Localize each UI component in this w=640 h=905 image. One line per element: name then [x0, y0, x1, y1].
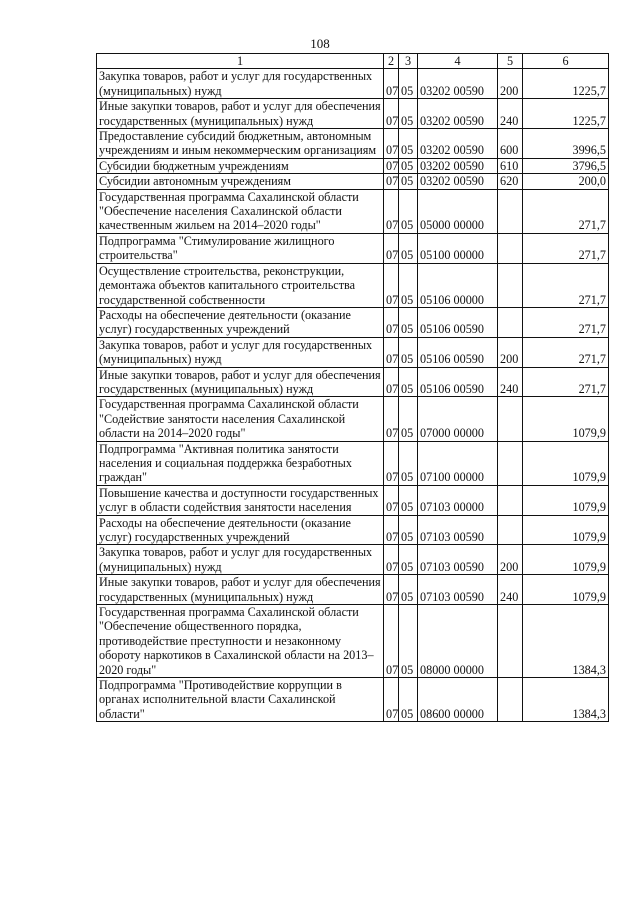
row-expense-type: 240	[498, 575, 523, 605]
row-name: Закупка товаров, работ и услуг для государственных (муниципальных) нужд	[97, 545, 384, 575]
row-target-code: 07103 00000	[418, 485, 498, 515]
row-name: Осуществление строительства, реконструкции, демонтажа объектов капитального строительства государственной собственности	[97, 263, 384, 307]
row-amount: 1079,9	[523, 545, 609, 575]
row-target-code: 05000 00000	[418, 189, 498, 233]
row-subsection: 05	[399, 605, 418, 678]
page-number: 108	[310, 36, 330, 51]
row-section: 07	[384, 158, 399, 173]
row-expense-type: 200	[498, 337, 523, 367]
row-subsection: 05	[399, 575, 418, 605]
table-body	[97, 69, 609, 722]
row-subsection: 05	[399, 233, 418, 263]
row-section: 07	[384, 485, 399, 515]
table-row	[97, 233, 609, 263]
row-name: Подпрограмма "Противодействие коррупции в органах исполнительной власти Сахалинской области"	[97, 678, 384, 722]
table-header-row	[97, 54, 609, 69]
row-target-code: 07000 00000	[418, 397, 498, 441]
row-target-code: 05106 00590	[418, 307, 498, 337]
row-subsection: 05	[399, 158, 418, 173]
row-subsection: 05	[399, 545, 418, 575]
row-amount: 271,7	[523, 367, 609, 397]
row-name: Иные закупки товаров, работ и услуг для обеспечения государственных (муниципальных) нужд	[97, 99, 384, 129]
row-target-code: 07103 00590	[418, 545, 498, 575]
row-expense-type	[498, 678, 523, 722]
row-amount: 3996,5	[523, 129, 609, 159]
row-name: Субсидии автономным учреждениям	[97, 174, 384, 189]
row-target-code: 05100 00000	[418, 233, 498, 263]
row-expense-type	[498, 263, 523, 307]
row-subsection: 05	[399, 337, 418, 367]
row-subsection: 05	[399, 367, 418, 397]
row-amount: 1225,7	[523, 99, 609, 129]
table-row	[97, 174, 609, 189]
row-name: Государственная программа Сахалинской области "Обеспечение населения Сахалинской области качественным жильем на 2014–2020 годы"	[97, 189, 384, 233]
row-target-code: 03202 00590	[418, 158, 498, 173]
row-target-code: 03202 00590	[418, 99, 498, 129]
row-target-code: 07103 00590	[418, 575, 498, 605]
row-expense-type	[498, 189, 523, 233]
row-subsection: 05	[399, 485, 418, 515]
row-name: Закупка товаров, работ и услуг для государственных (муниципальных) нужд	[97, 337, 384, 367]
row-expense-type: 600	[498, 129, 523, 159]
row-target-code: 03202 00590	[418, 174, 498, 189]
table-row	[97, 678, 609, 722]
row-expense-type	[498, 307, 523, 337]
row-name: Иные закупки товаров, работ и услуг для обеспечения государственных (муниципальных) нужд	[97, 367, 384, 397]
table-row	[97, 129, 609, 159]
budget-table	[96, 53, 609, 722]
row-amount: 1079,9	[523, 575, 609, 605]
row-section: 07	[384, 174, 399, 189]
row-amount: 271,7	[523, 233, 609, 263]
row-subsection: 05	[399, 174, 418, 189]
table-row	[97, 605, 609, 678]
table-row	[97, 515, 609, 545]
table-row	[97, 307, 609, 337]
table-row	[97, 575, 609, 605]
row-expense-type: 200	[498, 545, 523, 575]
row-expense-type	[498, 397, 523, 441]
row-amount: 1225,7	[523, 69, 609, 99]
row-section: 07	[384, 307, 399, 337]
row-subsection: 05	[399, 263, 418, 307]
row-target-code: 03202 00590	[418, 69, 498, 99]
table-row	[97, 189, 609, 233]
table-row	[97, 545, 609, 575]
row-target-code: 05106 00590	[418, 367, 498, 397]
row-target-code: 07103 00590	[418, 515, 498, 545]
table-row	[97, 263, 609, 307]
row-section: 07	[384, 367, 399, 397]
row-section: 07	[384, 678, 399, 722]
row-name: Расходы на обеспечение деятельности (оказание услуг) государственных учреждений	[97, 515, 384, 545]
table-row	[97, 99, 609, 129]
row-section: 07	[384, 189, 399, 233]
column-header: 4	[418, 54, 498, 69]
row-section: 07	[384, 129, 399, 159]
row-subsection: 05	[399, 515, 418, 545]
row-subsection: 05	[399, 99, 418, 129]
row-expense-type	[498, 515, 523, 545]
row-expense-type: 620	[498, 174, 523, 189]
row-section: 07	[384, 233, 399, 263]
row-section: 07	[384, 99, 399, 129]
row-subsection: 05	[399, 678, 418, 722]
table-row	[97, 397, 609, 441]
row-target-code: 08600 00000	[418, 678, 498, 722]
row-name: Повышение качества и доступности государственных услуг в области содействия занятости населения	[97, 485, 384, 515]
row-subsection: 05	[399, 307, 418, 337]
row-expense-type: 240	[498, 99, 523, 129]
row-name: Расходы на обеспечение деятельности (оказание услуг) государственных учреждений	[97, 307, 384, 337]
row-section: 07	[384, 575, 399, 605]
column-header: 3	[399, 54, 418, 69]
row-target-code: 07100 00000	[418, 441, 498, 485]
row-expense-type	[498, 605, 523, 678]
row-amount: 271,7	[523, 263, 609, 307]
row-amount: 1079,9	[523, 515, 609, 545]
row-target-code: 05106 00000	[418, 263, 498, 307]
table-row	[97, 367, 609, 397]
table-row	[97, 441, 609, 485]
row-section: 07	[384, 545, 399, 575]
row-amount: 1384,3	[523, 605, 609, 678]
row-name: Субсидии бюджетным учреждениям	[97, 158, 384, 173]
row-target-code: 05106 00590	[418, 337, 498, 367]
row-section: 07	[384, 515, 399, 545]
row-amount: 1079,9	[523, 485, 609, 515]
row-amount: 1079,9	[523, 397, 609, 441]
row-amount: 3796,5	[523, 158, 609, 173]
row-name: Государственная программа Сахалинской области "Обеспечение общественного порядка, противодействие преступности и незаконному обороту наркотиков в Сахалинской области на 2013–2020 годы"	[97, 605, 384, 678]
row-amount: 271,7	[523, 189, 609, 233]
row-name: Подпрограмма "Активная политика занятости населения и социальная поддержка безработных граждан"	[97, 441, 384, 485]
table-row	[97, 485, 609, 515]
row-amount: 1079,9	[523, 441, 609, 485]
column-header: 1	[97, 54, 384, 69]
row-section: 07	[384, 337, 399, 367]
table-row	[97, 158, 609, 173]
row-section: 07	[384, 263, 399, 307]
row-amount: 271,7	[523, 307, 609, 337]
row-subsection: 05	[399, 69, 418, 99]
row-expense-type	[498, 233, 523, 263]
row-expense-type: 240	[498, 367, 523, 397]
row-subsection: 05	[399, 397, 418, 441]
column-header: 5	[498, 54, 523, 69]
table-row	[97, 337, 609, 367]
row-subsection: 05	[399, 129, 418, 159]
row-name: Иные закупки товаров, работ и услуг для обеспечения государственных (муниципальных) нужд	[97, 575, 384, 605]
column-header: 2	[384, 54, 399, 69]
row-expense-type	[498, 485, 523, 515]
row-amount: 271,7	[523, 337, 609, 367]
row-subsection: 05	[399, 441, 418, 485]
row-amount: 1384,3	[523, 678, 609, 722]
row-amount: 200,0	[523, 174, 609, 189]
table-row	[97, 69, 609, 99]
row-section: 07	[384, 397, 399, 441]
row-target-code: 08000 00000	[418, 605, 498, 678]
row-name: Государственная программа Сахалинской области "Содействие занятости населения Сахалинской области на 2014–2020 годы"	[97, 397, 384, 441]
row-target-code: 03202 00590	[418, 129, 498, 159]
row-expense-type: 610	[498, 158, 523, 173]
column-header: 6	[523, 54, 609, 69]
row-section: 07	[384, 69, 399, 99]
row-section: 07	[384, 605, 399, 678]
row-name: Подпрограмма "Стимулирование жилищного строительства"	[97, 233, 384, 263]
row-section: 07	[384, 441, 399, 485]
row-subsection: 05	[399, 189, 418, 233]
row-name: Предоставление субсидий бюджетным, автономным учреждениям и иным некоммерческим организациям	[97, 129, 384, 159]
row-expense-type: 200	[498, 69, 523, 99]
row-name: Закупка товаров, работ и услуг для государственных (муниципальных) нужд	[97, 69, 384, 99]
row-expense-type	[498, 441, 523, 485]
